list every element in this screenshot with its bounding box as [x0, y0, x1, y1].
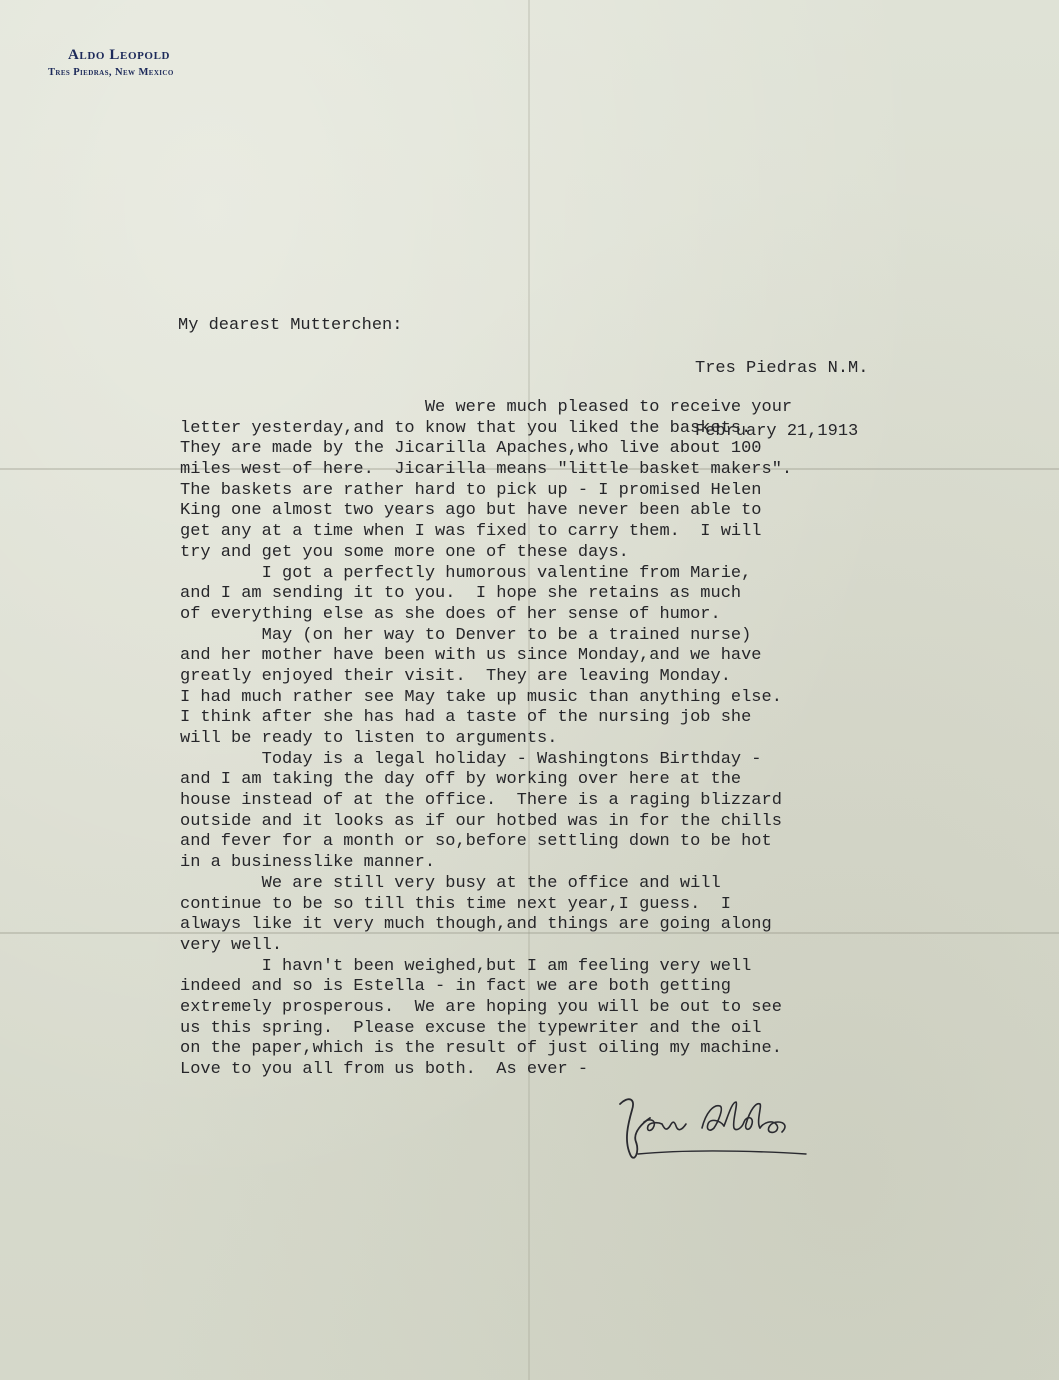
body-line: us this spring. Please excuse the typewriter and the oil	[180, 1018, 762, 1038]
body-line: I havn't been weighed,but I am feeling very well	[180, 956, 752, 976]
body-line: King one almost two years ago but have never been able to	[180, 501, 762, 521]
body-line: get any at a time when I was fixed to carry them. I will	[180, 522, 762, 542]
body-line: on the paper,which is the result of just oiling my machine.	[180, 1039, 782, 1059]
body-line: I got a perfectly humorous valentine from Marie,	[180, 563, 752, 583]
letterhead	[48, 48, 174, 78]
body-line: and I am sending it to you. I hope she retains as much	[180, 584, 742, 604]
body-line: very well.	[180, 935, 283, 955]
body-line: try and get you some more one of these days.	[180, 542, 629, 562]
salutation: My dearest Mutterchen:	[178, 316, 403, 335]
body-line: and fever for a month or so,before settling down to be hot	[180, 832, 772, 852]
body-line: I had much rather see May take up music than anything else.	[180, 687, 782, 707]
body-line: We were much pleased to receive your	[180, 398, 793, 417]
body-line: miles west of here. Jicarilla means "little basket makers".	[180, 460, 793, 480]
handwritten-signature	[610, 1092, 810, 1182]
body-line: in a businesslike manner.	[180, 853, 436, 873]
body-line: house instead of at the office. There is a raging blizzard	[180, 791, 782, 811]
body-line: of everything else as she does of her sense of humor.	[180, 604, 721, 624]
body-line: The baskets are rather hard to pick up - I promised Helen	[180, 480, 762, 500]
body-line: indeed and so is Estella - in fact we are both getting	[180, 977, 731, 997]
place-line: Tres Piedras N.M.	[695, 359, 869, 378]
letter-body	[180, 398, 792, 1081]
letterhead-place: Tres Piedras, New Mexico	[48, 66, 174, 78]
date-line: February 21,1913	[695, 422, 859, 441]
body-line: extremely prosperous. We are hoping you will be out to see	[180, 997, 782, 1017]
body-line: We are still very busy at the office and will	[180, 873, 721, 893]
body-line: always like it very much though,and things are going along	[180, 915, 772, 935]
body-line: Love to you all from us both. As ever -	[180, 1060, 589, 1079]
body-line: and I am taking the day off by working over here at the	[180, 770, 742, 790]
body-line: letter yesterday,and to know that you liked the baskets.	[180, 418, 752, 438]
body-line: They are made by the Jicarilla Apaches,who live about 100	[180, 439, 762, 459]
body-line: will be ready to listen to arguments.	[180, 729, 558, 748]
body-line: May (on her way to Denver to be a trained nurse)	[180, 625, 752, 645]
body-line: Today is a legal holiday - Washingtons Birthday -	[180, 749, 762, 769]
body-line: continue to be so till this time next year,I guess. I	[180, 894, 731, 914]
body-line: outside and it looks as if our hotbed was in for the chills	[180, 811, 782, 831]
letterhead-name: Aldo Leopold	[68, 47, 171, 63]
body-line: and her mother have been with us since Monday,and we have	[180, 646, 762, 666]
body-line: I think after she has had a taste of the nursing job she	[180, 708, 752, 728]
body-line: greatly enjoyed their visit. They are leaving Monday.	[180, 666, 731, 686]
